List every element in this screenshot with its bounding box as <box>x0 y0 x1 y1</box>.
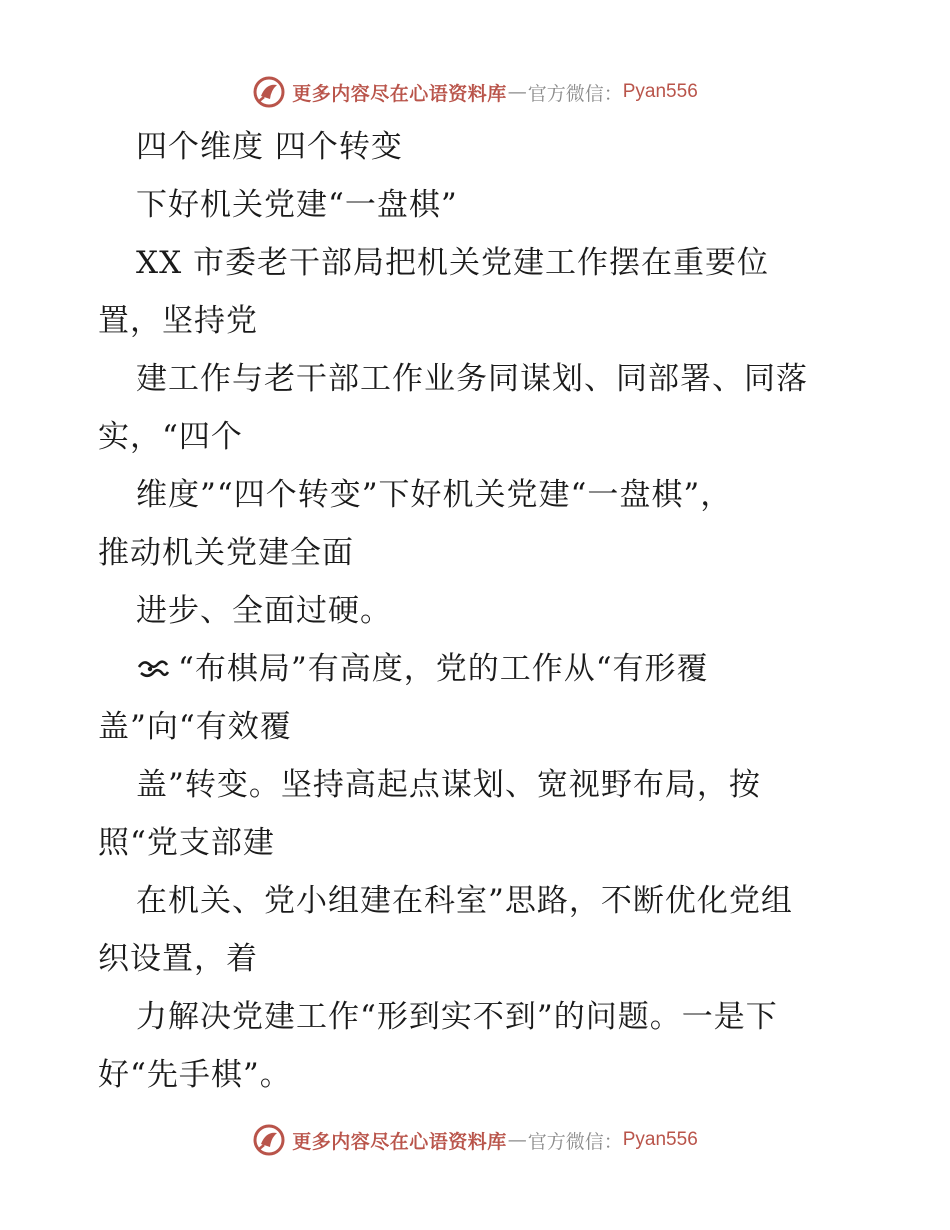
flourish-icon <box>136 655 170 683</box>
text-line: 四个维度 四个转变 <box>136 129 403 165</box>
text-line: 推动机关党建全面 <box>98 535 354 571</box>
banner-wechat-label: 官方微信： <box>527 82 623 105</box>
logo-icon <box>252 75 286 109</box>
text-line: 盖”向“有效覆 <box>98 709 292 745</box>
text-line: 下好机关党建“一盘棋” <box>136 187 458 223</box>
banner-dash: — <box>507 81 527 103</box>
text-line: 实，“四个 <box>98 419 243 455</box>
footer-banner <box>0 1120 950 1160</box>
banner-wechat-label: 官方微信： <box>527 1130 623 1153</box>
text-line: 力解决党建工作“形到实不到”的问题。一是下 <box>136 999 778 1035</box>
text-line: 置，坚持党 <box>98 303 258 339</box>
text-line: 建工作与老干部工作业务同谋划、同部署、同落 <box>136 361 808 397</box>
banner-brand: 更多内容尽在心语资料库 <box>292 82 507 105</box>
banner-wechat-id: Pyan556 <box>622 81 698 102</box>
logo-icon <box>252 1123 286 1157</box>
text-line: XX 市委老干部局把机关党建工作摆在重要位 <box>136 245 769 281</box>
document-body <box>98 118 898 1104</box>
text-line: 进步、全面过硬。 <box>136 593 392 629</box>
banner-dash: — <box>507 1129 527 1151</box>
text-line: 好“先手棋”。 <box>98 1057 292 1093</box>
text-line: 织设置，着 <box>98 941 258 977</box>
text-line: 照“党支部建 <box>98 825 275 861</box>
banner-brand: 更多内容尽在心语资料库 <box>292 1130 507 1153</box>
text-line: 盖”转变。坚持高起点谋划、宽视野布局，按 <box>136 767 761 803</box>
text-line: “布棋局”有高度，党的工作从“有形覆 <box>98 640 898 698</box>
banner-wechat-id: Pyan556 <box>622 1129 698 1150</box>
text-line: 维度”“四个转变”下好机关党建“一盘棋”， <box>136 477 733 513</box>
header-banner <box>0 72 950 112</box>
text-line: 在机关、党小组建在科室”思路，不断优化党组 <box>136 883 793 919</box>
